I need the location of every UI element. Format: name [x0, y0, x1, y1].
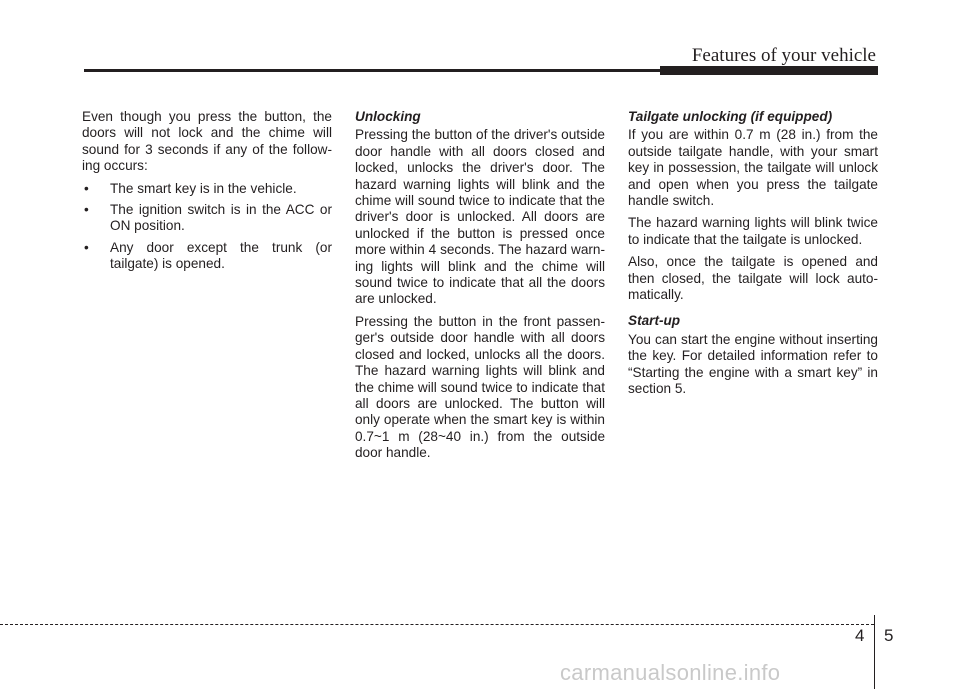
tailgate-paragraph-3: Also, once the tailgate is opened and then closed, the tailgate will lock automatically.: [628, 254, 878, 303]
page-number: 5: [884, 626, 894, 645]
header-rule: [84, 69, 660, 72]
list-item: • The ignition switch is in the ACC or ON position.: [84, 202, 332, 234]
bullet-icon: •: [84, 202, 89, 218]
footer-separator: [874, 615, 875, 689]
chapter-number: 4: [855, 626, 865, 645]
column-left: [82, 109, 332, 278]
footer-rule: [0, 624, 874, 625]
column-middle: [355, 109, 605, 468]
tailgate-heading: Tailgate unlocking (if equipped): [628, 109, 833, 124]
unlocking-driver-paragraph: Pressing the button of the driver's outside door handle with all doors closed and locked, unlocks the driver's door. The hazard warning lights will blink and the chime will sound twice to indicate that the driver's door is unlocked. All doors are unlocked if the button is pressed once more within 4 seconds. The hazard warning lights will blink and the chime will sound twice to indicate that all the doors are unlocked.: [355, 127, 605, 307]
bullet-icon: •: [84, 239, 89, 255]
list-item: • The smart key is in the vehicle.: [84, 180, 297, 196]
intro-paragraph: Even though you press the button, the doors will not lock and the chime will sound for 3 seconds if any of the following occurs:: [82, 109, 332, 174]
column-right: [628, 109, 878, 404]
startup-paragraph: You can start the engine without inserting the key. For detailed information refer to “Starting the engine with a smart key” in section 5.: [628, 331, 878, 397]
watermark: carmanualsonline.info: [560, 660, 781, 685]
startup-heading: Start-up: [628, 313, 681, 329]
list-item: • Any door except the trunk (or tailgate) is opened.: [84, 239, 332, 272]
page-header-title: Features of your vehicle: [691, 45, 876, 66]
header-rule-accent: [660, 66, 878, 75]
unlocking-heading: Unlocking: [355, 109, 421, 124]
condition-list: [82, 181, 332, 273]
tailgate-paragraph-1: If you are within 0.7 m (28 in.) from the outside tailgate handle, with your smart key in possession, the tailgate will unlock and open when you press the tailgate handle switch.: [628, 127, 878, 209]
tailgate-paragraph-2: The hazard warning lights will blink twice to indicate that the tailgate is unlocked.: [628, 215, 878, 247]
unlocking-passenger-paragraph: Pressing the button in the front passenger's outside door handle with all doors closed and locked, unlocks all the doors. The hazard warning lights will blink and the chime will sound twice to indicate that all doors are unlocked. The button will only operate when the smart key is within 0.7~1 m (28~40 in.) from the outside door handle.: [355, 313, 605, 461]
bullet-icon: •: [84, 180, 89, 196]
